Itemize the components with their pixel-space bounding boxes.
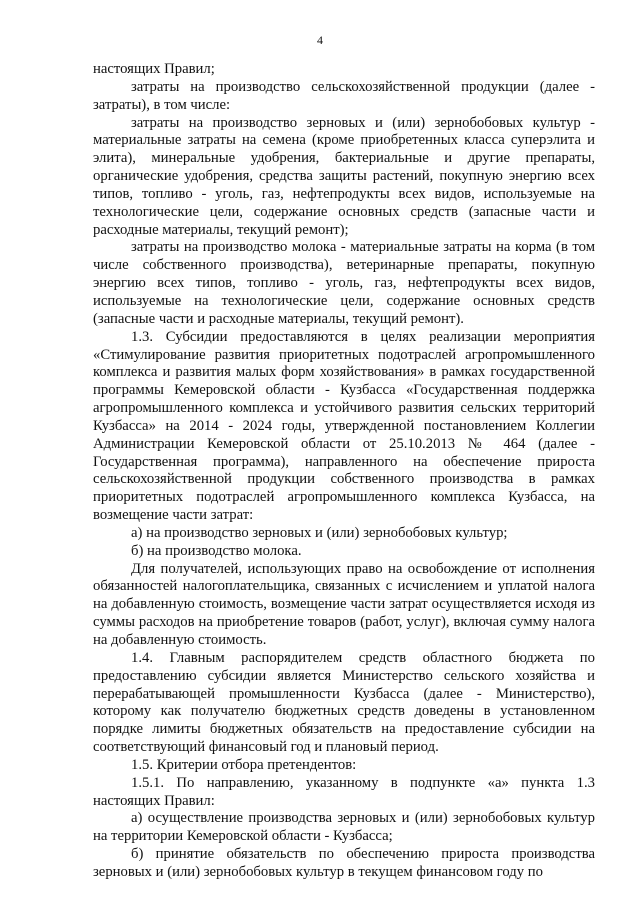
paragraph-criterion-a: а) осуществление производства зерновых и (или) зернобобовых культур на территории Кемеровской области - Кузбасса; <box>93 810 595 845</box>
paragraph-1-3: 1.3. Субсидии предоставляются в целях реализации мероприятия «Стимулирование развития приоритетных подотраслей агропромышленного комплекса и развития малых форм хозяйствования» в рамках государственной программы Кемеровской области - Кузбасса «Государственная поддержка агропромышленного комплекса и устойчивого развития сельских территорий Кузбасса» на 2014 - 2024 годы, утвержденной постановлением Коллегии Администрации Кемеровской области от 25.10.2013 № 464 (далее - Государственная программа), направленного на обеспечение прироста сельскохозяйственной продукции собственного производства в рамках приоритетных подотраслей агропромышленного комплекса Кузбасса, на возмещение части затрат: <box>93 328 595 524</box>
document-body <box>93 61 595 882</box>
paragraph-milk-costs: затраты на производство молока - материальные затраты на корма (в том числе собственного производства), ветеринарные препараты, покупную энергию всех типов, топливо - уголь, газ, нефтепродукты всех видов, используемые на технологические цели, содержание основных средств (запасные части и расходные материалы, текущий ремонт). <box>93 239 595 327</box>
paragraph-costs-intro: затраты на производство сельскохозяйственной продукции (далее - затраты), в том числе: <box>93 78 595 113</box>
paragraph-1-4: 1.4. Главным распорядителем средств областного бюджета по предоставлению субсидии является Министерство сельского хозяйства и перерабатывающей промышленности Кузбасса (далее - Министерство), которому как получателю бюджетных средств доведены в установленном порядке лимиты бюджетных обязательств на предоставление субсидии на соответствующий финансовый год и плановый период. <box>93 649 595 756</box>
paragraph-1-5-1: 1.5.1. По направлению, указанному в подпункте «а» пункта 1.3 настоящих Правил: <box>93 774 595 809</box>
paragraph-grain-costs: затраты на производство зерновых и (или) зернобобовых культур - материальные затраты на семена (кроме приобретенных класса суперэлита и элита), минеральные удобрения, бактериальные и другие препараты, органические удобрения, средства защиты растений, покупную энергию всех типов, топливо - уголь, газ, нефтепродукты всех видов, используемые на технологические цели, содержание основных средств (запасные части и расходные материалы, текущий ремонт); <box>93 114 595 238</box>
paragraph-continuation: настоящих Правил; <box>93 61 215 77</box>
paragraph-item-a: а) на производство зерновых и (или) зернобобовых культур; <box>131 524 508 541</box>
paragraph-vat: Для получателей, использующих право на освобождение от исполнения обязанностей налогоплательщика, связанных с исчислением и уплатой налога на добавленную стоимость, возмещение части затрат осуществляется исходя из суммы расходов на приобретение товаров (работ, услуг), включая сумму налога на добавленную стоимость. <box>93 560 595 648</box>
paragraph-item-b: б) на производство молока. <box>131 542 302 559</box>
page-number: 4 <box>317 33 323 47</box>
paragraph-criterion-b: б) принятие обязательств по обеспечению прироста производства зерновых и (или) зернобобовых культур в текущем финансовом году по <box>93 846 595 880</box>
paragraph-1-5: 1.5. Критерии отбора претендентов: <box>131 756 357 773</box>
